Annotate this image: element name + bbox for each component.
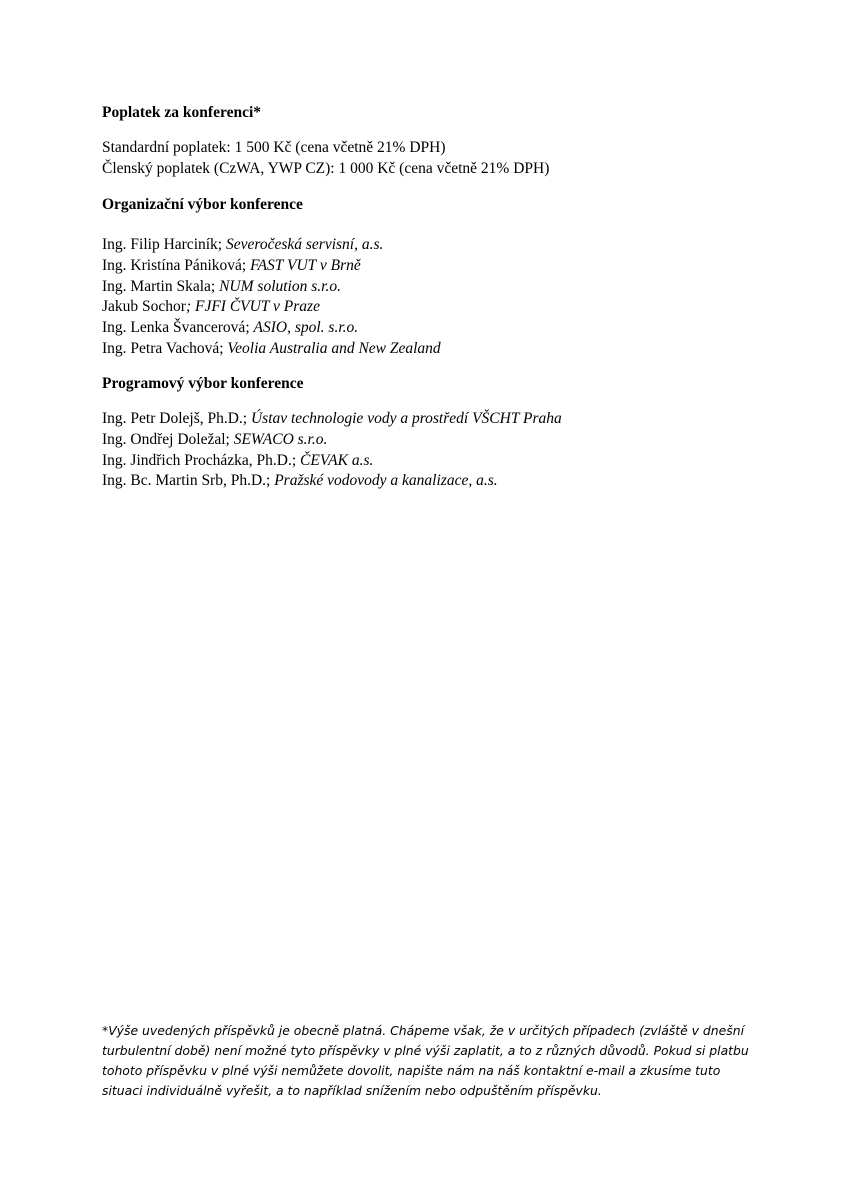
list-item (102, 409, 562, 430)
list-item (102, 339, 441, 360)
member-organization: Veolia Australia and New Zealand (227, 339, 441, 357)
fee-list (102, 137, 549, 179)
member-name: Ing. Petra Vachová; (102, 339, 228, 357)
member-name: Ing. Filip Harciník; (102, 236, 226, 253)
member-organization: ČEVAK a.s. (300, 451, 374, 469)
list-item (102, 297, 441, 318)
member-organization: Ústav technologie vody a prostředí VŠCHT Praha (250, 410, 562, 427)
member-organization: NUM solution s.r.o. (219, 277, 341, 295)
list-item (102, 318, 441, 339)
list-item (102, 277, 441, 298)
member-name: Ing. Kristína Pániková; (102, 256, 251, 274)
program-committee-list (102, 409, 562, 492)
list-item (102, 430, 562, 451)
member-name: Ing. Ondřej Doležal; (102, 430, 234, 448)
list-item (102, 451, 562, 472)
member-organization: FAST VUT v Brně (250, 256, 361, 274)
member-organization: SEWACO s.r.o. (233, 430, 328, 448)
standard-fee: Standardní poplatek: 1 500 Kč (cena včetně 21% DPH) (102, 139, 446, 156)
member-name: Ing. Lenka Švancerová; (102, 319, 254, 337)
footnote: *Výše uvedených příspěvků je obecně platná. Chápeme však, že v určitých případech (zvláště v dnešní turbulentní době) není možné tyto příspěvky v plné výši zaplatit, a to z různých důvodů. Pokud si platbu tohoto příspěvku v plné výši nemůžete dovolit, napište nám na náš kontaktní e-mail a zkusíme tuto situaci individuálně vyřešit, a to například snížením nebo odpuštěním příspěvku. (102, 1023, 749, 1098)
list-item (102, 256, 441, 277)
member-organization: Pražské vodovody a kanalizace, a.s. (274, 472, 498, 490)
member-fee: Členský poplatek (CzWA, YWP CZ): 1 000 Kč (cena včetně 21% DPH) (102, 160, 550, 177)
member-name: Ing. Bc. Martin Srb, Ph.D.; (102, 472, 275, 490)
list-item (102, 471, 562, 492)
program-committee-heading: Programový výbor konference (102, 375, 304, 392)
organizing-committee-list (102, 235, 441, 360)
organizing-committee-heading: Organizační výbor konference (102, 196, 303, 213)
member-name: Jakub Sochor (102, 298, 186, 316)
member-organization: ; FJFI ČVUT v Praze (185, 298, 320, 316)
member-organization: ASIO, spol. s.r.o. (253, 319, 359, 337)
member-name: Ing. Jindřich Procházka, Ph.D.; (102, 451, 301, 469)
member-organization: Severočeská servisní, a.s. (226, 236, 384, 253)
list-item (102, 235, 441, 256)
member-name: Ing. Martin Skala; (102, 277, 220, 295)
fee-heading: Poplatek za konferenci* (102, 104, 262, 121)
member-name: Ing. Petr Dolejš, Ph.D.; (102, 410, 251, 427)
